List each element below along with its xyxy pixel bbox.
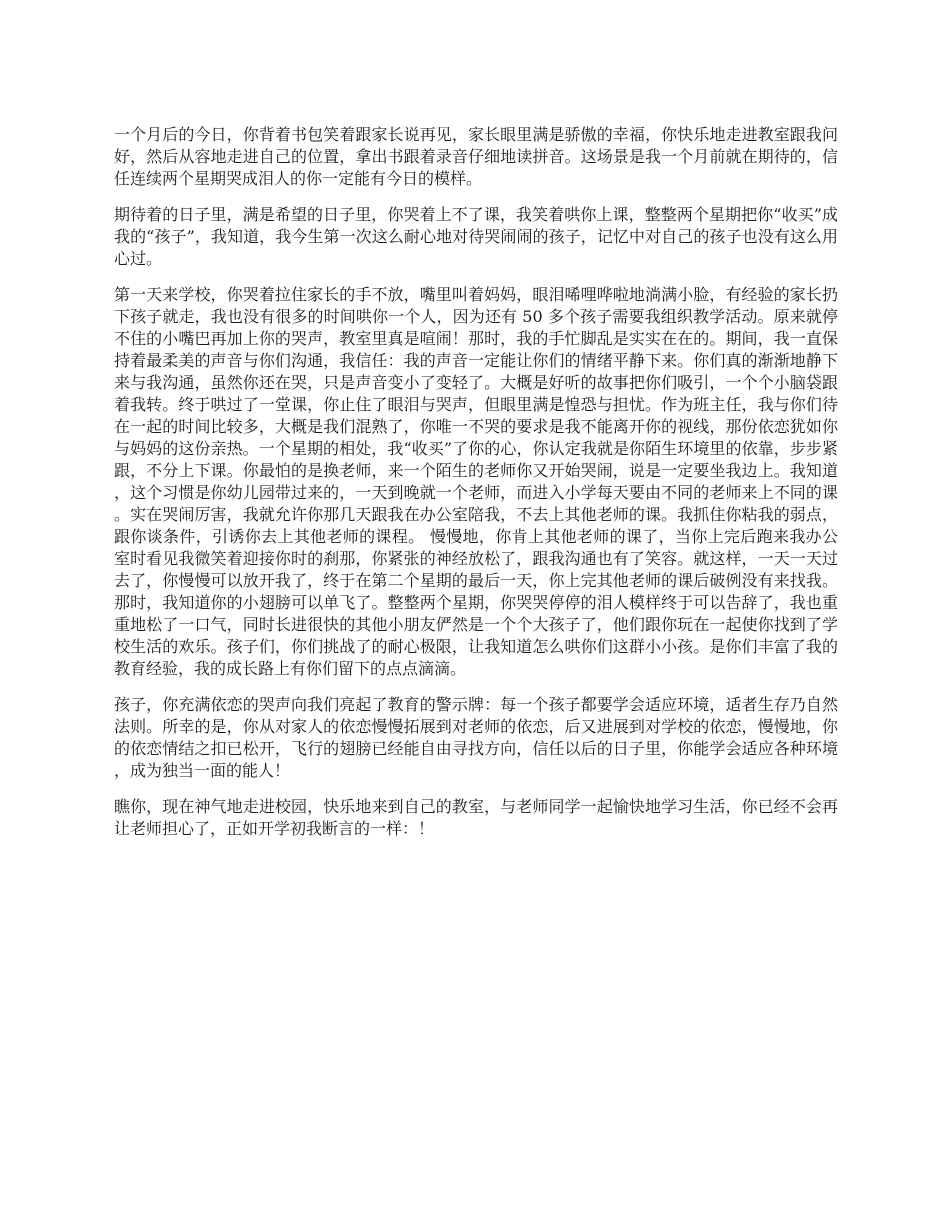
document-body [114, 124, 838, 854]
paragraph-4: 孩子，你充满依恋的哭声向我们亮起了教育的警示牌：每一个孩子都要学会适应环境，适者生存乃自然法则。所幸的是，你从对家人的依恋慢慢拓展到对老师的依恋，后又进展到对学校的依恋，慢慢地，你的依恋情结之扣已松开，飞行的翅膀已经能自由寻找方向，信任以后的日子里，你能学会适应各种环境，成为独当一面的能人！ [114, 695, 838, 780]
paragraph-5: 瞧你，现在神气地走进校园，快乐地来到自己的教室，与老师同学一起愉快地学习生活，你已经不会再让老师担心了，正如开学初我断言的一样：！ [114, 797, 838, 838]
paragraph-1: 一个月后的今日，你背着书包笑着跟家长说再见，家长眼里满是骄傲的幸福，你快乐地走进教室跟我问好，然后从容地走进自己的位置，拿出书跟着录音仔细地读拼音。这场景是我一个月前就在期待的，信任连续两个星期哭成泪人的你一定能有今日的模样。 [114, 125, 838, 188]
paragraph-2: 期待着的日子里，满是希望的日子里，你哭着上不了课，我笑着哄你上课，整整两个星期把你“收买”成我的“孩子”，我知道，我今生第一次这么耐心地对待哭闹闹的孩子，记忆中对自己的孩子也没有这么用心过。 [114, 205, 838, 268]
paragraph-3: 第一天来学校，你哭着拉住家长的手不放，嘴里叫着妈妈，眼泪唏哩哗啦地淌满小脸，有经验的家长扔下孩子就走，我也没有很多的时间哄你一个人，因为还有 50 多个孩子需要我组织教学活动。原来就停不住的小嘴巴再加上你的哭声，教室里真是喧闹！那时，我的手忙脚乱是实实在在的。期间，我一直保持着最柔美的声音与你们沟通，我信任：我的声音一定能让你们的情绪平静下来。你们真的渐渐地静下来与我沟通，虽然你还在哭，只是声音变小了变轻了。大概是好听的故事把你们吸引，一个个小脑袋跟着我转。终于哄过了一堂课，你止住了眼泪与哭声，但眼里满是惶恐与担忧。作为班主任，我与你们待在一起的时间比较多，大概是我们混熟了，你唯一不哭的要求是我不能离开你的视线，那份依恋犹如你与妈妈的这份亲热。一个星期的相处，我“收买”了你的心，你认定我就是你陌生环境里的依靠，步步紧跟，不分上下课。你最怕的是换老师，来一个陌生的老师你又开始哭闹，说是一定要坐我边上。我知道，这个习惯是你幼儿园带过来的，一天到晚就一个老师，而进入小学每天要由不同的老师来上不同的课。实在哭闹厉害，我就允许你那几天跟我在办公室陪我，不去上其他老师的课。我抓住你粘我的弱点，跟你谈条件，引诱你去上其他老师的课程。 慢慢地，你肯上其他老师的课了，当你上完后跑来我办公室时看见我微笑着迎接你时的刹那，你紧张的神经放松了，跟我沟通也有了笑容。就这样，一天一天过去了，你慢慢可以放开我了，终于在第二个星期的最后一天，你上完其他老师的课后破例没有来找我。那时，我知道你的小翅膀可以单飞了。整整两个星期，你哭哭停停的泪人模样终于可以告辞了，我也重重地松了一口气，同时长进很快的其他小朋友俨然是一个个大孩子了，他们跟你玩在一起使你找到了学校生活的欢乐。孩子们，你们挑战了的耐心极限，让我知道怎么哄你们这群小小孩。是你们丰富了我的教育经验，我的成长路上有你们留下的点点滴滴。 [114, 285, 838, 678]
